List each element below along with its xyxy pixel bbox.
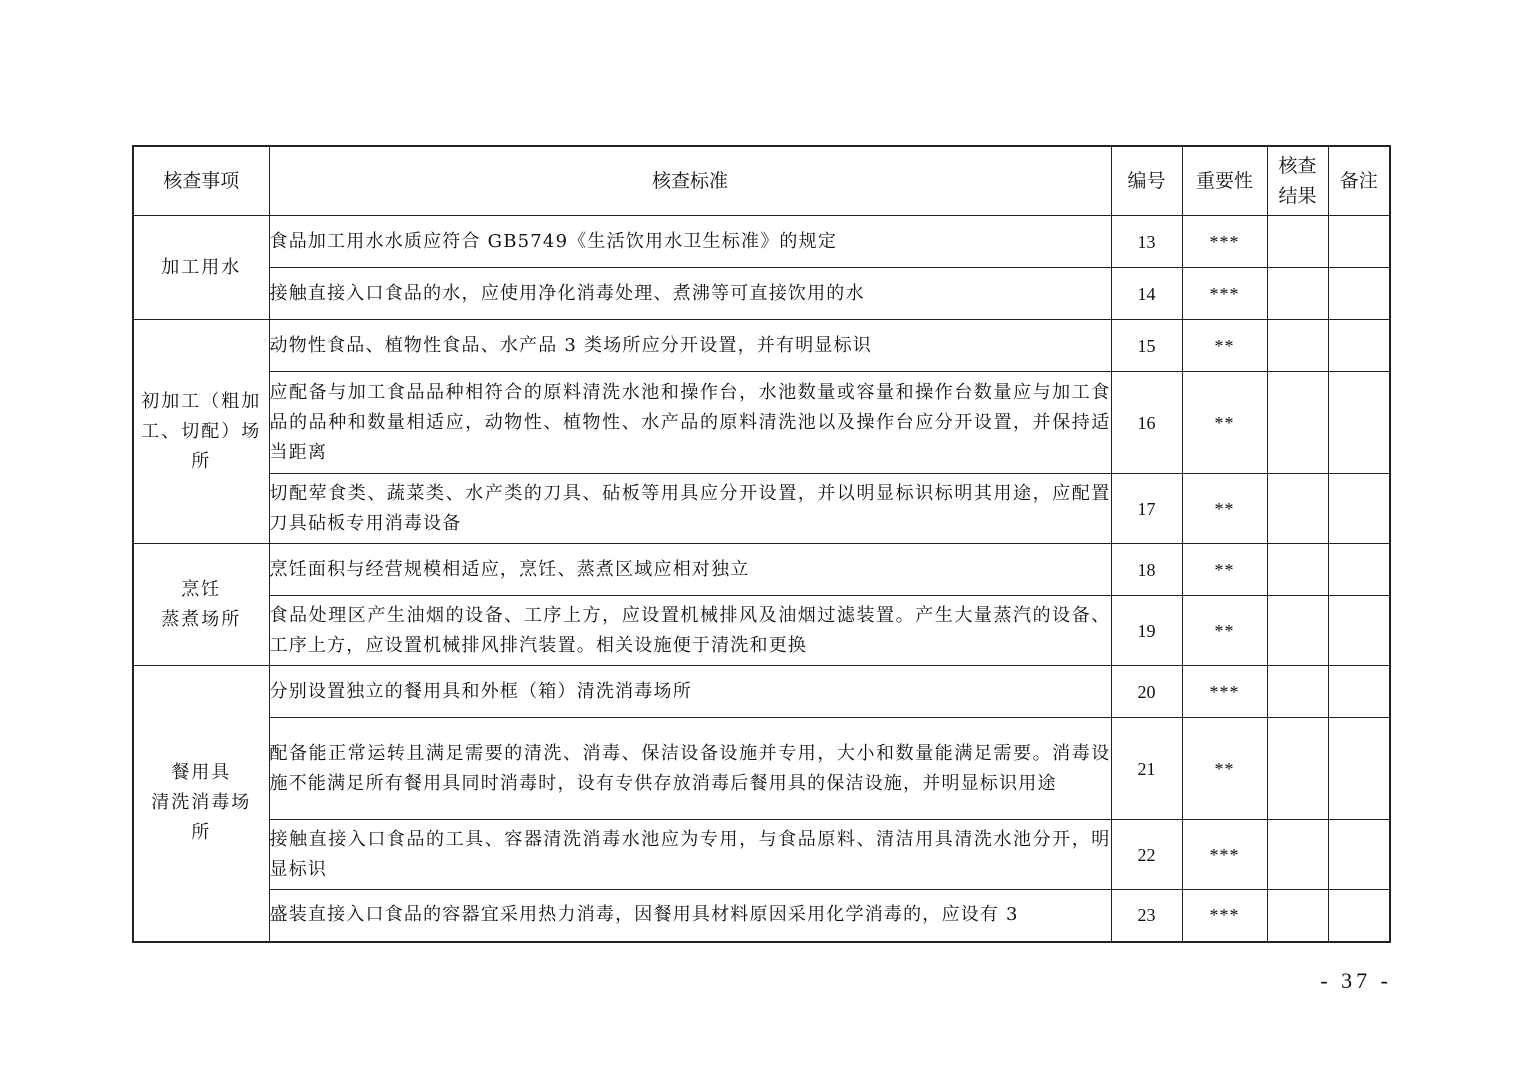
importance-cell: **: [1182, 320, 1267, 372]
remark-cell[interactable]: [1328, 596, 1390, 666]
standard-cell: 应配备与加工食品品种相符合的原料清洗水池和操作台，水池数量或容量和操作台数量应与加工食品的品种和数量相适应，动物性、植物性、水产品的原料清洗池以及操作台应分开设置，并保持适当距离: [269, 372, 1111, 474]
result-cell[interactable]: [1267, 372, 1328, 474]
remark-cell[interactable]: [1328, 890, 1390, 942]
table-row: [133, 820, 1390, 890]
number-cell: 20: [1111, 666, 1182, 718]
result-cell[interactable]: [1267, 268, 1328, 320]
item-line: 烹饪: [181, 578, 222, 600]
item-cell-preliminary-processing: [133, 320, 269, 544]
header-number: 编号: [1111, 146, 1182, 216]
table-row: [133, 216, 1390, 268]
result-cell[interactable]: [1267, 320, 1328, 372]
table-row: [133, 666, 1390, 718]
number-cell: 18: [1111, 544, 1182, 596]
page-number: - 37 -: [1320, 968, 1392, 993]
result-cell[interactable]: [1267, 474, 1328, 544]
result-cell[interactable]: [1267, 596, 1328, 666]
importance-cell: **: [1182, 474, 1267, 544]
header-result-line2: 结果: [1278, 185, 1317, 207]
table-row: [133, 320, 1390, 372]
result-cell[interactable]: [1267, 666, 1328, 718]
result-cell[interactable]: [1267, 544, 1328, 596]
table-row: [133, 718, 1390, 820]
standard-cell: 配备能正常运转且满足需要的清洗、消毒、保洁设备设施并专用，大小和数量能满足需要。消毒设施不能满足所有餐用具同时消毒时，设有专供存放消毒后餐用具的保洁设施，并明显标识用途: [269, 718, 1111, 820]
header-importance: 重要性: [1182, 146, 1267, 216]
inspection-table: [132, 145, 1391, 943]
header-standard: 核查标准: [269, 146, 1111, 216]
header-result-line1: 核查: [1278, 155, 1317, 177]
table-row: [133, 544, 1390, 596]
header-result: [1267, 146, 1328, 216]
number-cell: 17: [1111, 474, 1182, 544]
number-cell: 13: [1111, 216, 1182, 268]
item-line: 加工用水: [161, 256, 242, 278]
number-cell: 21: [1111, 718, 1182, 820]
standard-cell: 烹饪面积与经营规模相适应，烹饪、蒸煮区域应相对独立: [269, 544, 1111, 596]
number-cell: 14: [1111, 268, 1182, 320]
remark-cell[interactable]: [1328, 718, 1390, 820]
header-item: 核查事项: [133, 146, 269, 216]
remark-cell[interactable]: [1328, 820, 1390, 890]
item-cell-processing-water: [133, 216, 269, 320]
table-header-row: [133, 146, 1390, 216]
result-cell[interactable]: [1267, 820, 1328, 890]
number-cell: 15: [1111, 320, 1182, 372]
item-line: 所: [191, 822, 212, 844]
standard-cell: 分别设置独立的餐用具和外框（箱）清洗消毒场所: [269, 666, 1111, 718]
table-row: [133, 268, 1390, 320]
remark-cell[interactable]: [1328, 544, 1390, 596]
item-line: 所: [191, 450, 212, 472]
table-row: [133, 474, 1390, 544]
item-line: 蒸煮场所: [161, 608, 242, 630]
standard-cell: 接触直接入口食品的工具、容器清洗消毒水池应为专用，与食品原料、清洁用具清洗水池分开，明显标识: [269, 820, 1111, 890]
result-cell[interactable]: [1267, 216, 1328, 268]
number-cell: 19: [1111, 596, 1182, 666]
number-cell: 22: [1111, 820, 1182, 890]
item-cell-tableware-disinfection: [133, 666, 269, 942]
item-line: 清洗消毒场: [151, 792, 252, 814]
importance-cell: **: [1182, 596, 1267, 666]
standard-cell: 切配荤食类、蔬菜类、水产类的刀具、砧板等用具应分开设置，并以明显标识标明其用途，应配置刀具砧板专用消毒设备: [269, 474, 1111, 544]
importance-cell: ***: [1182, 268, 1267, 320]
table-row: [133, 596, 1390, 666]
importance-cell: ***: [1182, 890, 1267, 942]
importance-cell: ***: [1182, 666, 1267, 718]
item-line: 餐用具: [171, 762, 232, 784]
remark-cell[interactable]: [1328, 474, 1390, 544]
standard-cell: 食品加工用水水质应符合 GB5749《生活饮用水卫生标准》的规定: [269, 216, 1111, 268]
table-row: [133, 372, 1390, 474]
importance-cell: ***: [1182, 216, 1267, 268]
number-cell: 16: [1111, 372, 1182, 474]
table-row: [133, 890, 1390, 942]
remark-cell[interactable]: [1328, 268, 1390, 320]
item-cell-cooking-area: [133, 544, 269, 666]
standard-cell: 食品处理区产生油烟的设备、工序上方，应设置机械排风及油烟过滤装置。产生大量蒸汽的设备、工序上方，应设置机械排风排汽装置。相关设施便于清洗和更换: [269, 596, 1111, 666]
standard-cell: 动物性食品、植物性食品、水产品 3 类场所应分开设置，并有明显标识: [269, 320, 1111, 372]
item-line: 初加工（粗加: [141, 390, 262, 412]
importance-cell: **: [1182, 718, 1267, 820]
remark-cell[interactable]: [1328, 216, 1390, 268]
remark-cell[interactable]: [1328, 320, 1390, 372]
item-line: 工、切配）场: [141, 420, 262, 442]
importance-cell: **: [1182, 544, 1267, 596]
importance-cell: ***: [1182, 820, 1267, 890]
remark-cell[interactable]: [1328, 372, 1390, 474]
importance-cell: **: [1182, 372, 1267, 474]
result-cell[interactable]: [1267, 718, 1328, 820]
header-remark: 备注: [1328, 146, 1390, 216]
result-cell[interactable]: [1267, 890, 1328, 942]
number-cell: 23: [1111, 890, 1182, 942]
standard-cell: 接触直接入口食品的水，应使用净化消毒处理、煮沸等可直接饮用的水: [269, 268, 1111, 320]
remark-cell[interactable]: [1328, 666, 1390, 718]
standard-cell: 盛装直接入口食品的容器宜采用热力消毒，因餐用具材料原因采用化学消毒的，应设有 3: [269, 890, 1111, 942]
